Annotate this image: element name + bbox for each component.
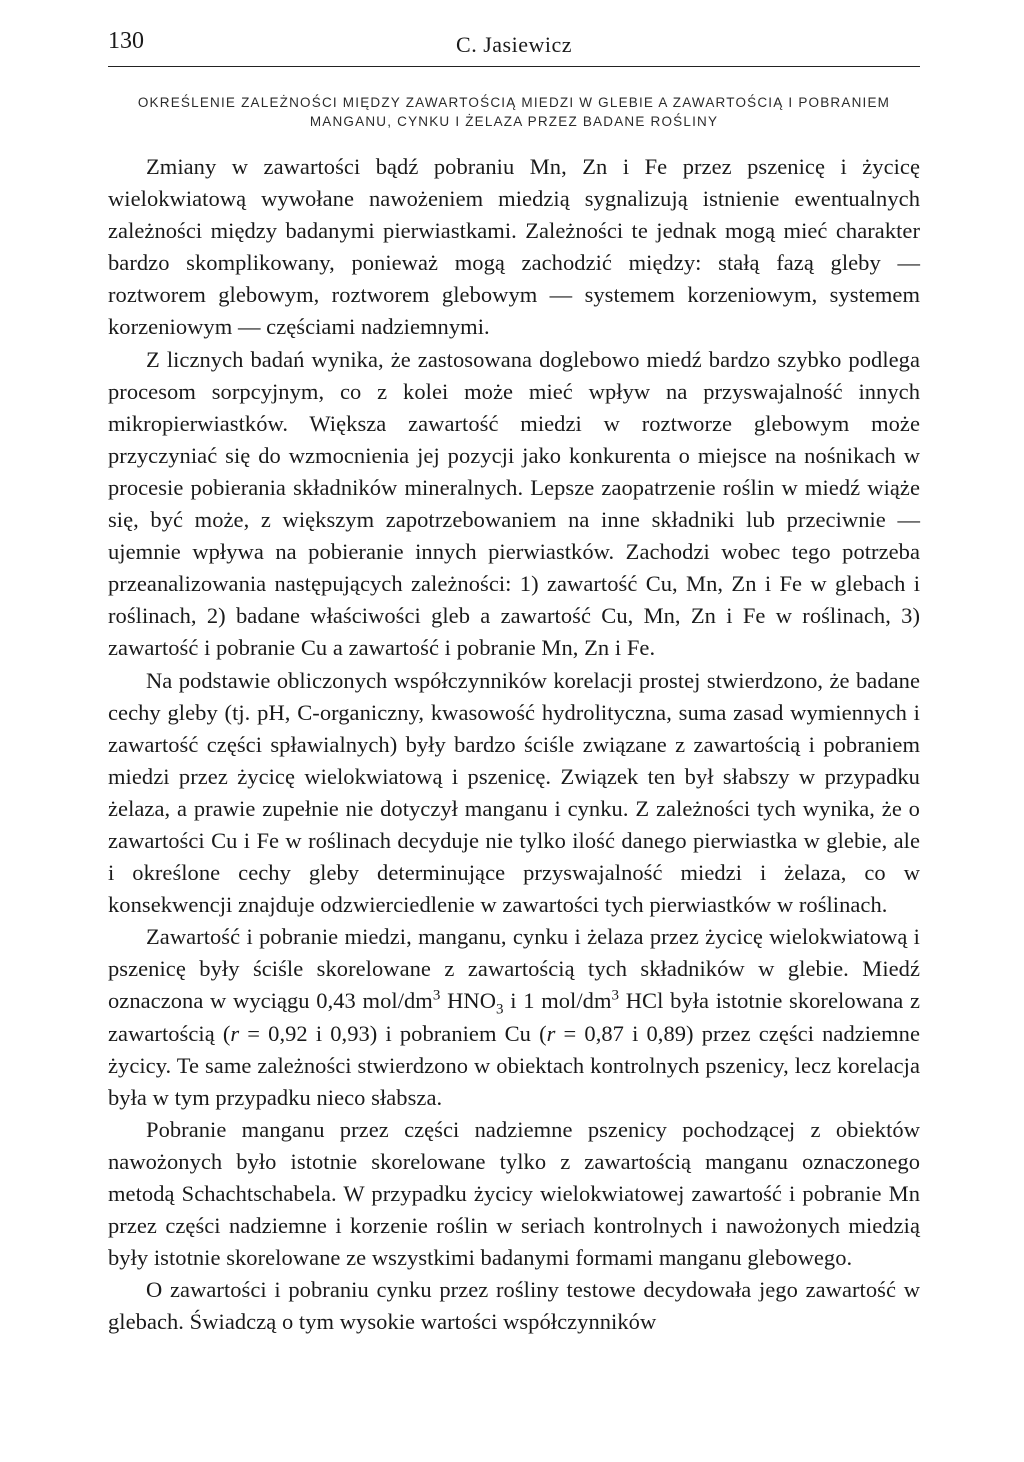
text-run: = 0,87 i 0,89) przez części nadziemne życicy. Te same zależności stwierdzono w obiektach kontrolnych pszenicy, lecz korelacja była w tym przypadku nieco słabsza. xyxy=(108,1020,921,1110)
paragraph-1: Zmiany w zawartości bądź pobraniu Mn, Zn i Fe przez pszenicę i życicę wielokwiatową wywołane nawożeniem miedzią sygnalizują istnienie ewentualnych zależności między badanymi pierwiastkami. Zależności te jednak mogą mieć charakter bardzo skomplikowany, ponieważ mogą zachodzić między: stałą fazą gleby — roztworem glebowym, roztworem glebowym — systemem korzeniowym, systemem korzeniowym — częściami nadziemnymi. xyxy=(108,154,920,340)
page-number: 130 xyxy=(108,28,144,54)
superscript: 3 xyxy=(611,987,620,1004)
text-run: HCl była istotnie skorelowana z zawartością ( xyxy=(108,988,921,1046)
text-run: Zawartość i pobranie miedzi, manganu, cynku i żelaza przez życicę wielokwiatową i pszenicę były ściśle skorelowane z zawartością tych składników w glebie. Miedź oznaczona w wyciągu 0,43 mol/dm xyxy=(108,924,920,1014)
paragraph-5: Pobranie manganu przez części nadziemne pszenicy pochodzącej z obiektów nawożonych było istotnie skorelowane tylko z zawartością manganu oznaczonego metodą Schachtschabela. W przypadku życicy wielokwiatowej zawartość i pobranie Mn przez części nadziemne i korzenie roślin w seriach kontrolnych i nawożonych miedzią były istotnie skorelowane ze wszystkimi badanymi formami manganu glebowego. xyxy=(108,1116,920,1271)
text-run: = 0,92 i 0,93) i pobraniem Cu ( xyxy=(239,1020,547,1046)
italic-variable: r xyxy=(546,1020,556,1046)
subscript: 3 xyxy=(496,1001,504,1018)
running-head-author: C. Jasiewicz xyxy=(456,32,572,57)
paragraph-6: O zawartości i pobraniu cynku przez rośliny testowe decydowała jego zawartość w glebach. Świadczą o tym wysokie wartości współczynników xyxy=(108,1277,920,1335)
running-header xyxy=(108,26,920,67)
text-run: HNO xyxy=(440,988,496,1014)
paragraph-4 xyxy=(108,921,920,1114)
paragraph-2: Z licznych badań wynika, że zastosowana doglebowo miedź bardzo szybko podlega procesom sorpcyjnym, co z kolei może mieć wpływ na przyswajalność innych mikropierwiastków. Większa zawartość miedzi w roztworze glebowym może przyczyniać się do wzmocnienia jej pozycji jako konkurenta o miejsce na nośnikach w procesie pobierania składników mineralnych. Lepsze zaopatrzenie roślin w miedź wiąże się, być może, z większym zapotrzebowaniem na inne składniki lub przeciwnie — ujemnie wpływa na pobieranie innych pierwiastków. Zachodzi wobec tego potrzeba przeanalizowania następujących zależności: 1) zawartość Cu, Mn, Zn i Fe w glebach i roślinach, 2) badane właściwości gleb a zawartość Cu, Mn, Zn i Fe w roślinach, 3) zawartość i pobranie Cu a zawartość i pobranie Mn, Zn i Fe. xyxy=(108,346,920,661)
italic-variable: r xyxy=(230,1020,240,1046)
section-title: OKREŚLENIE ZALEŻNOŚCI MIĘDZY ZAWARTOŚCIĄ MIEDZI W GLEBIE A ZAWARTOŚCIĄ I POBRANIEM MANGANU, CYNKU I ŻELAZA PRZEZ BADANE ROŚLINY xyxy=(137,95,891,129)
body-text xyxy=(108,151,920,1338)
superscript: 3 xyxy=(432,987,441,1004)
text-run: i 1 mol/dm xyxy=(503,988,612,1014)
document-page xyxy=(108,26,920,1338)
paragraph-3: Na podstawie obliczonych współczynników korelacji prostej stwierdzono, że badane cechy gleby (tj. pH, C-organiczny, kwasowość hydrolityczna, suma zasad wymiennych i zawartość części spławialnych) były bardzo ściśle związane z zawartością i pobraniem miedzi przez życicę wielokwiatową i pszenicę. Związek ten był słabszy w przypadku żelaza, a prawie zupełnie nie dotyczył manganu i cynku. Z zależności tych wynika, że o zawartości Cu i Fe w roślinach decyduje nie tylko ilość danego pierwiastka w glebie, ale i określone cechy gleby determinujące przyswajalność miedzi i żelaza, co w konsekwencji znajduje odzwierciedlenie w zawartości tych pierwiastków w roślinach. xyxy=(108,667,920,918)
